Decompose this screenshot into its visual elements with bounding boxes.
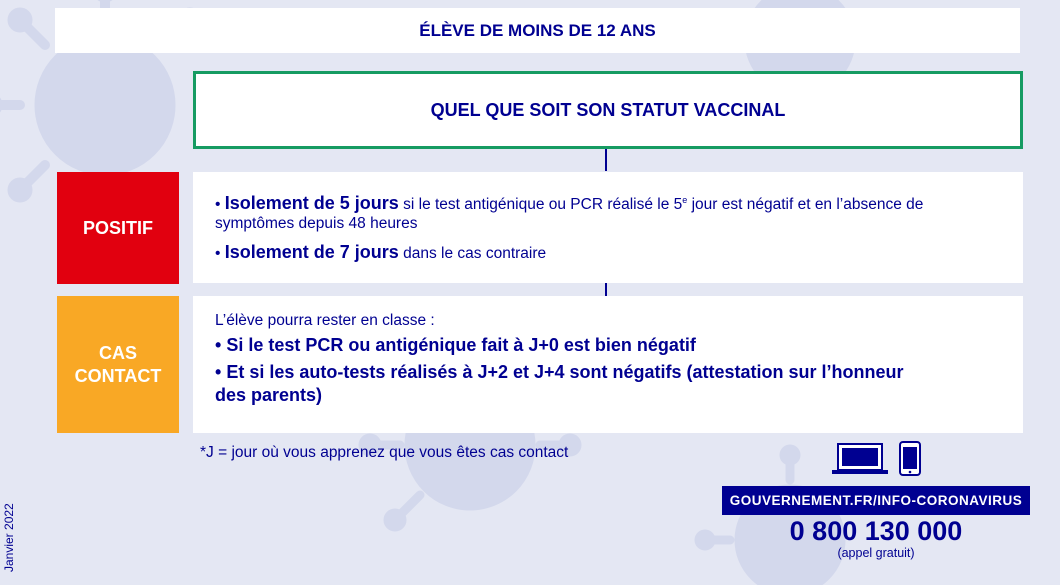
phone-note: (appel gratuit) [837, 546, 915, 560]
bullet: • [215, 196, 221, 213]
publication-date: Janvier 2022 [2, 503, 16, 572]
ordinal-suffix: e [682, 194, 688, 205]
contact-case-label-line1: CAS [98, 342, 137, 363]
positive-label-text: POSITIF [82, 217, 153, 238]
isolation-5-days-detail-end: jour est négatif et en l’absence de symptômes depuis 48 heures [215, 196, 924, 232]
isolation-5-days-detail: si le test antigénique ou PCR réalisé le 5 [398, 196, 683, 213]
contact-case-instructions [193, 296, 1023, 433]
devices-illustration [832, 441, 924, 477]
page-title: ÉLÈVE DE MOINS DE 12 ANS [55, 8, 1020, 53]
isolation-5-days: Isolement de 5 jours [224, 193, 399, 213]
pcr-test-condition: Si le test PCR ou antigénique fait à J+0 est bien négatif [226, 335, 696, 355]
contact-case-label-line2: CONTACT [74, 365, 162, 386]
self-test-condition-end: des parents) [215, 385, 323, 405]
list-item [215, 361, 1001, 407]
list-item [215, 243, 1001, 263]
footnote: *J = jour où vous apprenez que vous êtes cas contact [200, 444, 569, 461]
contact-case-label [57, 296, 179, 433]
phone-number[interactable]: 0 800 130 000 [789, 516, 963, 546]
self-test-condition: Et si les auto-tests réalisés à J+2 et J+4 sont négatifs (attestation sur l’honneur [226, 362, 904, 382]
contact-case-intro: L’élève pourra rester en classe : [215, 312, 435, 329]
bullet: • [215, 245, 221, 262]
laptop-icon [832, 444, 888, 474]
website-url[interactable]: GOUVERNEMENT.FR/INFO-CORONAVIRUS [729, 493, 1023, 508]
positive-label [57, 172, 179, 284]
isolation-7-days-detail: dans le cas contraire [398, 245, 547, 262]
connector-line [605, 149, 607, 171]
list-item [215, 194, 1001, 233]
website-link[interactable] [722, 486, 1030, 515]
vaccination-status-title: QUEL QUE SOIT SON STATUT VACCINAL [430, 99, 786, 120]
isolation-7-days: Isolement de 7 jours [224, 242, 399, 262]
bullet: • [215, 335, 222, 355]
bullet: • [215, 362, 222, 382]
smartphone-icon [900, 442, 920, 475]
list-item [215, 334, 1001, 357]
vaccination-status-box [193, 71, 1023, 149]
positive-instructions [193, 172, 1023, 283]
connector-line [605, 283, 607, 296]
